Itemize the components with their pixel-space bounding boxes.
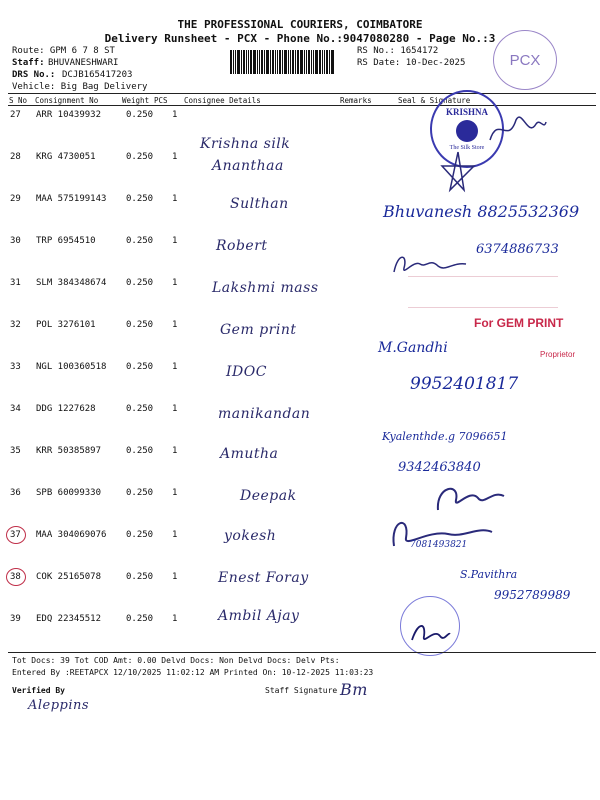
signature-row-38-name: S.Pavithra <box>460 568 518 581</box>
barcode-bar <box>279 50 281 74</box>
row-weight: 0.250 <box>126 152 154 162</box>
barcode-bar <box>248 50 249 74</box>
barcode-bar <box>295 50 296 74</box>
row-sno: 33 <box>10 362 21 372</box>
staff-label: Staff: <box>12 58 45 68</box>
row-consignment: POL 3276101 <box>36 320 96 330</box>
col-details: Consignee Details <box>184 96 261 105</box>
row-consignment: SLM 384348674 <box>36 278 107 288</box>
row-weight: 0.250 <box>126 404 154 414</box>
signature-row-33: 9952401817 <box>410 374 519 394</box>
signature-row-35: 9342463840 <box>398 460 481 475</box>
row-sno: 36 <box>10 488 21 498</box>
barcode-bar <box>290 50 291 74</box>
row-sno: 29 <box>10 194 21 204</box>
row-pcs: 1 <box>172 530 178 540</box>
barcode-bar <box>324 50 325 74</box>
route-info: Route: GPM 6 7 8 ST <box>12 46 115 56</box>
col-seal: Seal & Signature <box>398 96 471 105</box>
verified-signature: Aleppins <box>28 698 90 713</box>
row-weight: 0.250 <box>126 110 154 120</box>
col-sno: S No <box>9 96 28 105</box>
consignee-name: Robert <box>216 238 268 254</box>
barcode-bar <box>306 50 307 74</box>
row-sno: 28 <box>10 152 21 162</box>
row-pcs: 1 <box>172 404 178 414</box>
col-pcs: PCS <box>154 96 168 105</box>
barcode-bar <box>253 50 256 74</box>
row-pcs: 1 <box>172 320 178 330</box>
red-circle-mark <box>6 526 26 544</box>
row-weight: 0.250 <box>126 320 154 330</box>
row-weight: 0.250 <box>126 614 154 624</box>
signature-row-32: M.Gandhi <box>378 340 448 356</box>
proprietor-stamp: Proprietor <box>540 350 576 359</box>
barcode-bar <box>288 50 289 74</box>
barcode-bar <box>235 50 236 74</box>
barcode-bar <box>297 50 299 74</box>
staff-signature-label: Staff Signature <box>265 686 338 695</box>
consignee-name: Gem print <box>220 322 297 338</box>
red-circle-mark <box>6 568 26 586</box>
row-consignment: ARR 10439932 <box>36 110 102 120</box>
row-sno: 35 <box>10 446 21 456</box>
row-weight: 0.250 <box>126 446 154 456</box>
row-consignment: SPB 60099330 <box>36 488 102 498</box>
drs-number: DCJB165417203 <box>62 70 133 80</box>
verified-by-label: Verified By <box>12 686 65 695</box>
gem-print-stamp: For GEM PRINT <box>474 316 564 330</box>
star-signature-icon <box>438 150 478 194</box>
row-pcs: 1 <box>172 152 178 162</box>
row-consignment: MAA 575199143 <box>36 194 107 204</box>
barcode-bar <box>257 50 258 74</box>
barcode-bar <box>277 50 278 74</box>
staff-signature: Bm <box>340 680 368 699</box>
krishna-stamp-bottom: The Silk Store <box>449 145 485 151</box>
drs-label: DRS No.: <box>12 70 56 80</box>
krishna-logo-icon <box>456 120 478 142</box>
row-pcs: 1 <box>172 236 178 246</box>
consignee-name: Ambil Ajay <box>218 608 300 624</box>
barcode-bar <box>241 50 242 74</box>
row-consignment: TRP 6954510 <box>36 236 96 246</box>
row-weight: 0.250 <box>126 530 154 540</box>
barcode-bar <box>259 50 260 74</box>
barcode-bar <box>261 50 263 74</box>
consignee-name: Amutha <box>220 446 279 462</box>
rs-date: RS Date: 10-Dec-2025 <box>357 58 466 68</box>
consignee-name: Krishna silk <box>200 136 291 152</box>
row-pcs: 1 <box>172 446 178 456</box>
barcode-bar <box>300 50 303 74</box>
vehicle-info: Vehicle: Big Bag Delivery <box>12 82 148 92</box>
row-consignment: DDG 1227628 <box>36 404 96 414</box>
col-weight: Weight <box>122 96 150 105</box>
barcode-bar <box>275 50 276 74</box>
row-consignment: KRR 50385897 <box>36 446 102 456</box>
row-consignment: EDQ 22345512 <box>36 614 102 624</box>
barcode-bar <box>319 50 321 74</box>
row-weight: 0.250 <box>126 572 154 582</box>
consignee-name: Enest Foray <box>218 570 309 586</box>
row-sno: 34 <box>10 404 21 414</box>
barcode-bar <box>311 50 312 74</box>
row-weight: 0.250 <box>126 278 154 288</box>
row-sno: 32 <box>10 320 21 330</box>
row-pcs: 1 <box>172 488 178 498</box>
row-weight: 0.250 <box>126 236 154 246</box>
consignee-name: manikandan <box>218 406 311 422</box>
barcode-bar <box>243 50 245 74</box>
barcode-bar <box>250 50 252 74</box>
row-sno: 37 <box>10 530 21 540</box>
runsheet-title: Delivery Runsheet - PCX - Phone No.:9047080280 - Page No.:3 <box>104 32 496 45</box>
barcode-bar <box>304 50 305 74</box>
barcode-bar <box>329 50 330 74</box>
entered-line: Entered By :REETAPCX 12/10/2025 11:02:12 AM Printed On: 10-12-2025 11:03:23 <box>12 668 374 677</box>
row-sno: 39 <box>10 614 21 624</box>
barcode-bar <box>284 50 287 74</box>
row-sno: 27 <box>10 110 21 120</box>
consignee-name: Deepak <box>240 488 297 504</box>
row-pcs: 1 <box>172 110 178 120</box>
barcode-bar <box>282 50 283 74</box>
consignee-name: yokesh <box>224 528 277 544</box>
signature-row-30: 6374886733 <box>476 242 559 257</box>
signature-row-37: 7081493821 <box>410 540 468 550</box>
row-consignment: MAA 304069076 <box>36 530 107 540</box>
row-sno: 38 <box>10 572 21 582</box>
barcode-bar <box>266 50 269 74</box>
row-pcs: 1 <box>172 362 178 372</box>
staff-name: BHUVANESHWARI <box>48 58 119 68</box>
row-pcs: 1 <box>172 194 178 204</box>
faded-stamp <box>408 276 558 308</box>
barcode-bar <box>315 50 318 74</box>
row-pcs: 1 <box>172 614 178 624</box>
barcode-bar <box>237 50 240 74</box>
row-pcs: 1 <box>172 572 178 582</box>
consignee-name: Lakshmi mass <box>212 280 319 296</box>
barcode-bar <box>292 50 294 74</box>
col-remarks: Remarks <box>340 96 372 105</box>
col-consignment: Consignment No <box>35 96 99 105</box>
barcode-bar <box>308 50 310 74</box>
row-consignment: NGL 100360518 <box>36 362 107 372</box>
header-rule-top <box>8 93 596 94</box>
barcode-bar <box>264 50 265 74</box>
row-weight: 0.250 <box>126 362 154 372</box>
krishna-stamp-top: KRISHNA <box>445 107 488 117</box>
row-pcs: 1 <box>172 278 178 288</box>
barcode-bar <box>246 50 247 74</box>
rs-number: RS No.: 1654172 <box>357 46 439 56</box>
totals-line: Tot Docs: 39 Tot COD Amt: 0.00 Delvd Docs: Non Delvd Docs: Delv Pts: <box>12 656 340 665</box>
barcode-bar <box>326 50 328 74</box>
barcode-bar <box>322 50 323 74</box>
barcode-bar <box>230 50 232 74</box>
consignee-name: IDOC <box>226 364 267 380</box>
row-sno: 31 <box>10 278 21 288</box>
signature-row-38-phone: 9952789989 <box>494 588 571 602</box>
pcx-stamp <box>493 30 557 90</box>
barcode-bar <box>233 50 234 74</box>
barcode-bar <box>313 50 314 74</box>
signature-scribble-icon <box>488 110 548 146</box>
pcx-stamp-text: PCX <box>509 51 541 69</box>
row-weight: 0.250 <box>126 488 154 498</box>
signature-scribble-icon <box>408 618 452 648</box>
barcode <box>230 50 350 74</box>
signature-row-29: Bhuvanesh 8825532369 <box>383 202 580 221</box>
consignee-name: Sulthan <box>230 196 289 212</box>
company-title: THE PROFESSIONAL COURIERS, COIMBATORE <box>177 18 423 31</box>
row-weight: 0.250 <box>126 194 154 204</box>
header-rule-bottom <box>8 105 596 106</box>
consignee-name: Ananthaa <box>212 158 284 174</box>
barcode-bar <box>331 50 334 74</box>
signature-row-34: Kyalenthde.g 7096651 <box>382 430 508 443</box>
barcode-bar <box>272 50 274 74</box>
row-consignment: COK 25165078 <box>36 572 102 582</box>
barcode-bar <box>270 50 271 74</box>
row-sno: 30 <box>10 236 21 246</box>
row-consignment: KRG 4730051 <box>36 152 96 162</box>
footer-rule <box>8 652 596 653</box>
